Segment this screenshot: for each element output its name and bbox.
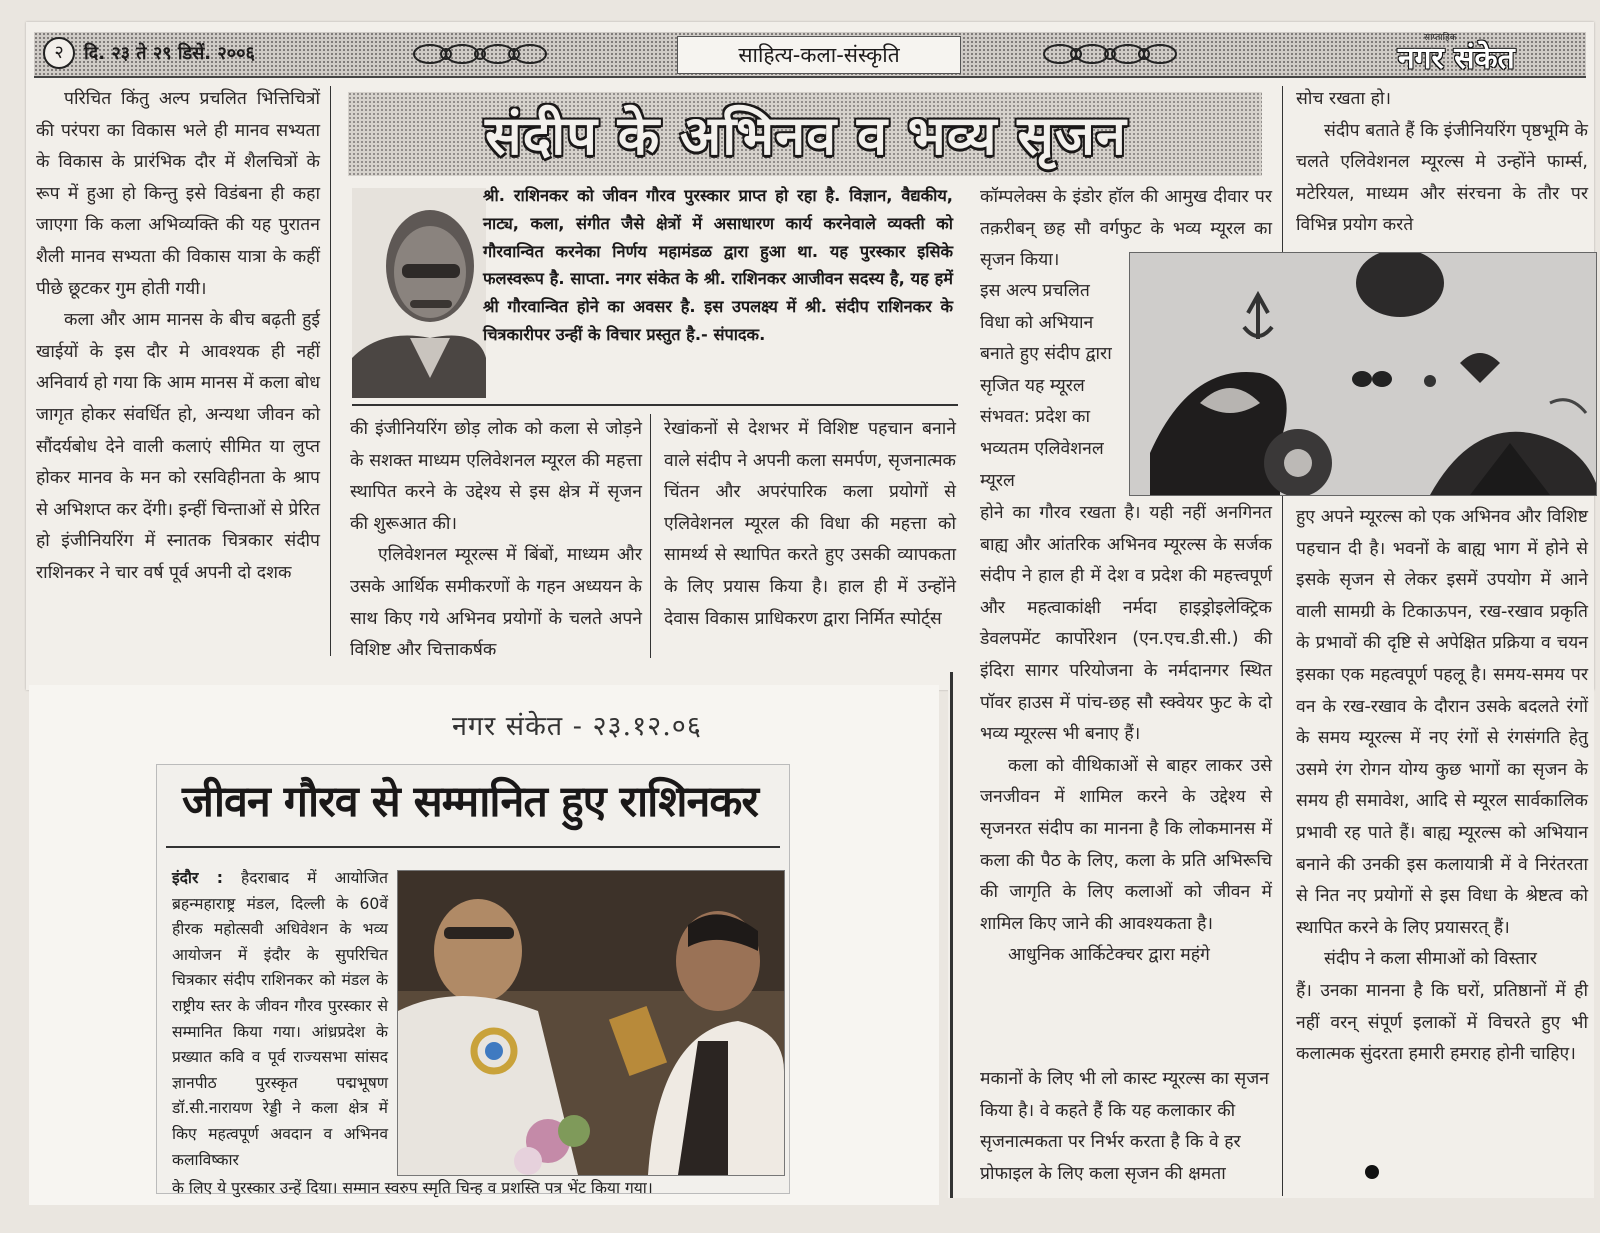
paragraph: के लिए ये पुरस्कार उन्हें दिया। सम्मान स्वरुप स्मृति चिन्ह व प्रशस्ति पत्र भेंट किया गया। [172, 1179, 653, 1197]
paragraph: परिचित किंतु अल्प प्रचलित भित्तिचित्रों की परंपरा का विकास भले ही मानव सभ्यता के विकास के प्रारंभिक दौर में शैलचित्रों के रूप में हुआ हो किन्तु इसे विडंबना ही कहा जाएगा कि कला अभिव्यक्ति की यह पुरातन शैली मानव सभ्यता की विकास यात्रा के कहीं पीछे छूटकर गुम होती गयी। [36, 89, 320, 299]
end-of-article-icon [1364, 1164, 1380, 1180]
award-ceremony-image [398, 871, 784, 1175]
column-rule [650, 414, 651, 658]
dateline: इंदौर : [172, 869, 224, 887]
paragraph: कला और आम मानस के बीच बढ़ती हुई खाईयों के इस दौर मे आवश्यक ही नहीं अनिवार्य हो गया कि आम मानस में कला बोध जागृत होकर संवर्धित हो, अन्यथा जीवन को सौंदर्यबोध देने वाली कलाएं सीमित या लुप्त होकर मानव के मन को रसविहीनता के श्राप से अभिशप्त कर देंगी। इन्हीं चिन्ताओं से प्रेरित हो इंजीनियरिंग में स्नातक चित्रकार संदीप राशिनकर ने चार वर्ष पूर्व अपनी दो दशक [36, 310, 320, 583]
paragraph: एलिवेशनल म्यूरल्स में बिंबों, माध्यम और उसके आर्थिक समीकरणों के गहन अध्ययन के साथ किए गये अभिनव प्रयोगों के चलते अपने विशिष्ट और चित्ताकर्षक [350, 545, 642, 661]
award-ceremony-photo [397, 870, 785, 1176]
paragraph: इस अल्प प्रचलित विधा को अभियान बनाते हुए संदीप द्वारा सृजित यह म्यूरल संभवत: प्रदेश का भव्यतम एलिवेशनल म्यूरल [980, 281, 1112, 491]
article-column-2 [350, 414, 642, 667]
paragraph: हैं। उनका मानना है कि घरों, प्रतिष्ठानों में ही नहीं वरन् संपूर्ण इलाकों में विचरते हुए भी कलात्मक सुंदरता हमारी हमराह होनी चाहिए। [1296, 980, 1588, 1065]
article-column-1 [36, 84, 320, 590]
page-number: २ [43, 37, 75, 69]
article-column-5-top [1296, 84, 1588, 242]
paragraph: कॉम्पलेक्स के इंडोर हॉल की आमुख दीवार पर तक़रीबन् छह सौ वर्गफुट के भव्य म्यूरल का सृजन किया। [980, 187, 1272, 271]
article-column-4-bottom [980, 1064, 1272, 1190]
ornament-right-icon [1040, 40, 1180, 68]
paragraph: संदीप बताते हैं कि इंजीनियरिंग पृष्ठभूमि के चलते एलिवेशनल म्यूरल्स मे उन्होंने फार्म्स, मटेरियल, माध्यम और संरचना के तौर पर विभिन्न प्रयोग करते [1296, 120, 1588, 236]
article-column-5 [1296, 502, 1588, 1071]
paragraph: रेखांकनों से देशभर में विशिष्ट पहचान बनाने वाले संदीप ने अपनी कला समर्पण, सृजनात्मक चिंतन और अपरंपारिक कला प्रयोगों से एलिवेशनल म्यूरल की विधा की महत्ता को सामर्थ्य से स्थापित करते हुए उसकी व्यापकता के लिए प्रयास किया है। हाल ही में उन्होंने देवास विकास प्राधिकरण द्वारा निर्मित स्पोर्ट्स [664, 419, 956, 629]
paragraph [172, 866, 388, 1173]
body-text: हैदराबाद में आयोजित ब्रहन्महाराष्ट्र मंडल, दिल्ली के 60वें हीरक महोत्सवी अधिवेशन के भव्य आयोजन में इंदौर के सुपरिचित चित्रकार संदीप राशिनकर को मंडल के राष्ट्रीय स्तर के जीवन गौरव पुरस्कार से सम्मानित किया गया। आंध्रप्रदेश के प्रख्यात कवि व पूर्व राज्यसभा सांसद ज्ञानपीठ पुरस्कृत पद्मभूषण डॉ.सी.नारायण रेड्डी ने कला क्षेत्र में किए महत्वपूर्ण अवदान व अभिनव कलाविष्कार [172, 869, 388, 1169]
paper-frequency: साप्ताहिक [1424, 33, 1457, 43]
intro-rule [352, 404, 958, 406]
paragraph: हुए अपने म्यूरल्स को एक अभिनव और विशिष्ट पहचान दी है। भवनों के बाह्य भाग में होने से इसके सृजन से लेकर इसमें उपयोग में आने वाली सामग्री के टिकाऊपन, रख-रखाव प्रकृति के प्रभावों की दृष्टि से अपेक्षित प्रक्रिया व चयन इसका एक महत्वपूर्ण पहलू है। समय-समय पर वन के रख-रखाव के दौरान उसके बदलते रंगों के समय म्यूरल्स में नए रंगों से रंगसंगति हेतु उसमे रंग रोगन योग्य कुछ भागों का सृजन के समय ही समावेश, आदि से म्यूरल सार्वकालिक प्रभावी रह पाते हैं। बाह्य म्यूरल्स को अभियान बनाने की उनकी इस कलायात्री में वे निरंतरता से नित नए प्रयोगों से इस विधा के श्रेष्टत्व को स्थापित करने के लिए प्रयासरत् हैं। [1296, 507, 1588, 938]
news-brief-body [172, 866, 388, 1173]
column-rule [330, 86, 331, 656]
mural-image [1130, 253, 1596, 495]
ornament-left-icon [410, 40, 550, 68]
paragraph: आधुनिक आर्किटेक्चर द्वारा महंगे [1008, 945, 1210, 966]
mural-photo [1129, 252, 1597, 496]
newspaper-name: नगर संकेत [1398, 41, 1515, 76]
clipping-border [950, 672, 953, 1198]
handwritten-source-note: नगर संकेत - २३.१२.०६ [452, 711, 702, 742]
paragraph: की इंजीनियरिंग छोड़ लोक को कला से जोड़ने के सशक्त माध्यम एलिवेशनल म्यूरल की महत्ता स्थापित करने के उद्देश्य से इस क्षेत्र में सृजन की शुरूआत की। [350, 419, 642, 534]
author-portrait [352, 188, 486, 398]
article-headline: संदीप के अभिनव व भव्य सृजन [485, 103, 1127, 167]
section-title: साहित्य-कला-संस्कृति [677, 36, 961, 74]
paragraph: संदीप ने कला सीमाओं को विस्तार [1324, 949, 1537, 970]
editor-intro: श्री. राशिनकर को जीवन गौरव पुरस्कार प्राप्त हो रहा है. विज्ञान, वैद्यकीय, नाट्य, कला, संगीत जैसे क्षेत्रों में असाधारण कार्य करनेवाले व्यक्ती को गौरवान्वित करनेका निर्णय महामंडळ द्वारा हुआ था. यह पुरस्कार इसिके फलस्वरूप है. साप्ता. नगर संकेत के श्री. राशिनकर आजीवन सदस्य है, यह हमें श्री गौरवान्वित होने का अवसर है. इस उपलक्ष्य में श्री. संदीप राशिनकर के चित्रकारीपर उन्हीं के विचार प्रस्तुत है.- संपादक. [483, 186, 953, 344]
news-brief-headline: जीवन गौरव से सम्मानित हुए राशिनकर [181, 777, 759, 827]
headline-rule [166, 846, 780, 848]
paragraph: मकानों के लिए भी लो कास्ट म्यूरल्स का सृजन किया है। वे कहते हैं कि यह कलाकार की सृजनात्मकता पर निर्भर करता है कि वे हर प्रोफाइल के लिए कला सृजन की क्षमता [980, 1069, 1269, 1184]
issue-date: दि. २३ ते २९ डिसें. २००६ [84, 43, 255, 64]
article-column-3 [664, 414, 956, 635]
paragraph: कला को वीथिकाओं से बाहर लाकर उसे जनजीवन में शामिल करने के उद्देश्य से सृजनरत संदीप का मानना है कि लोकमानस में कला की पैठ के लिए, कला के प्रति अभिरूचि की जागृति के लिए कलाओं को जीवन में शामिल किए जाने की आवश्यकता है। [980, 755, 1272, 934]
paragraph: सोच रखता हो। [1296, 89, 1392, 109]
paragraph: होने का गौरव रखता है। यही नहीं अनगिनत बाह्य और आंतरिक अभिनव म्यूरल्स के सर्जक संदीप ने हाल ही में देश व प्रदेश की महत्त्वपूर्ण और महत्वाकांक्षी नर्मदा हाइड्रोइलेक्ट्रिक डेवलपमेंट कार्पोरेशन (एन.एच.डी.सी.) की इंदिरा सागर परियोजना के नर्मदानगर स्थित पॉवर हाउस में पांच-छह सौ स्क्वेयर फुट के दो भव्य म्यूरल्स भी बनाए हैं। [980, 503, 1272, 745]
news-brief-body-bottom [172, 1176, 792, 1202]
article-column-4-narrow [980, 276, 1118, 497]
article-column-4 [980, 498, 1272, 972]
